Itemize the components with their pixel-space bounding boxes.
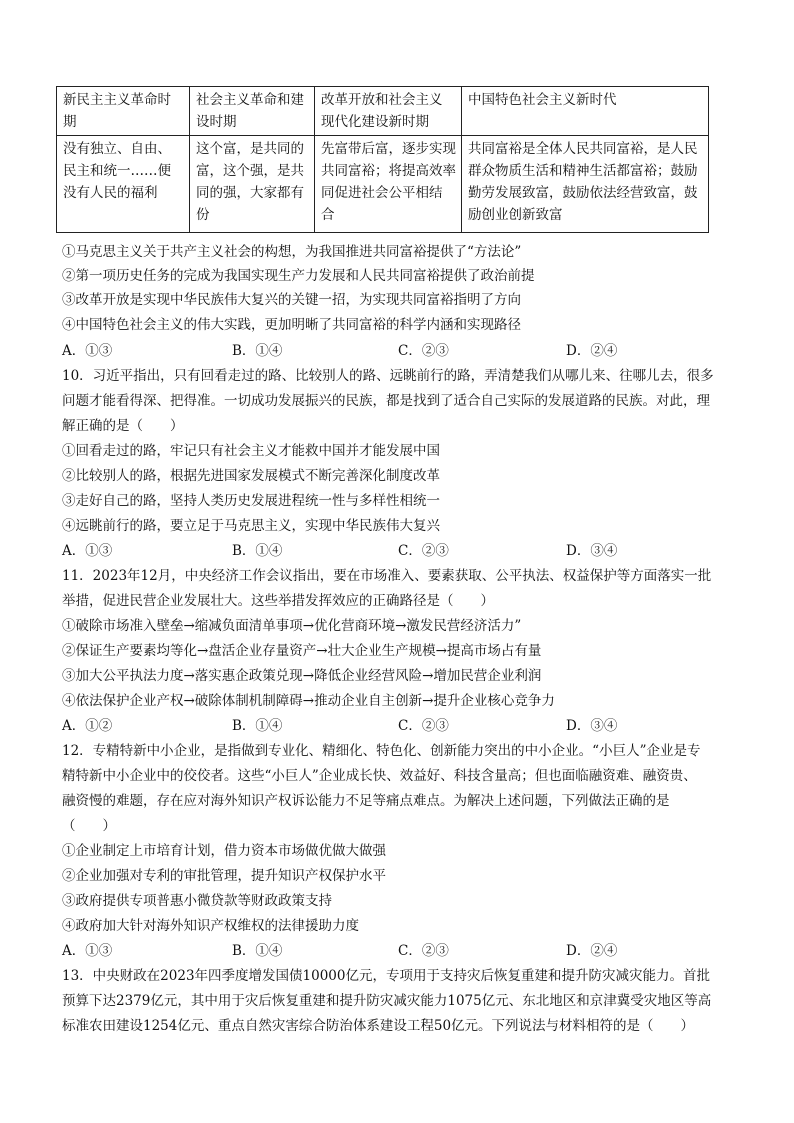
- option-b[interactable]: B．①④: [232, 718, 283, 734]
- cell-line: 励创业创新致富: [468, 207, 563, 223]
- q13-stem-line: 13．中央财政在2023年四季度增发国债10000亿元，专项用于支持灾后恢复重建和提升防灾减灾能力。首批: [62, 968, 710, 984]
- q10-item: ③走好自己的路，坚持人类历史发展进程统一性与多样性相统一: [62, 493, 440, 509]
- era-table: [56, 86, 709, 233]
- cell-line: 份: [196, 207, 210, 223]
- q9-item: ②第一项历史任务的完成为我国实现生产力发展和人民共同富裕提供了政治前提: [62, 268, 535, 284]
- q12-stem-line: （ ）: [62, 818, 116, 834]
- q11-stem-line: 举措，促进民营企业发展壮大。这些举措发挥效应的正确路径是（ ）: [62, 593, 494, 609]
- q10-item: ④远眺前行的路，要立足于马克思主义，实现中华民族伟大复兴: [62, 518, 440, 534]
- option-d[interactable]: D．②④: [566, 943, 618, 959]
- option-b[interactable]: B．①④: [232, 943, 283, 959]
- cell-line: 勤劳发展致富，鼓励依法经营致富，鼓: [468, 185, 698, 201]
- cell-line: 富，这个强，是共: [196, 163, 304, 179]
- q9-options: [62, 341, 702, 361]
- option-a[interactable]: A．①③: [62, 543, 113, 559]
- q9-item: ③改革开放是实现中华民族伟大复兴的关键一招，为实现共同富裕指明了方向: [62, 292, 521, 308]
- cell-line: 合: [321, 207, 335, 223]
- q12-stem-line: 精特新中小企业中的佼佼者。这些“小巨人”企业成长快、效益好、科技含量高；但也面临融资难、融资贵、: [62, 768, 697, 784]
- q13-stem-line: 预算下达2379亿元，其中用于灾后恢复重建和提升防灾减灾能力1075亿元、东北地区和京津冀受灾地区等高: [62, 993, 712, 1009]
- cell-line: 现代化建设新时期: [321, 114, 429, 130]
- q10-stem-line: 解正确的是（ ）: [62, 418, 184, 434]
- table-header-row: [57, 87, 709, 136]
- cell-line: 共同富裕；将提高效率: [321, 163, 456, 179]
- option-a[interactable]: A．①③: [62, 943, 113, 959]
- table-cell: [57, 136, 190, 233]
- q12-item: ①企业制定上市培育计划，借力资本市场做优做大做强: [62, 843, 386, 859]
- cell-line: 民主和统一……便: [63, 163, 171, 179]
- cell-line: 同的强，大家都有: [196, 185, 304, 201]
- cell-line: 新民主主义革命时: [63, 92, 171, 108]
- q12-item: ③政府提供专项普惠小微贷款等财政政策支持: [62, 893, 332, 909]
- option-b[interactable]: B．①④: [232, 543, 283, 559]
- table-cell: [315, 136, 462, 233]
- q12-stem-line: 融资慢的难题，存在应对海外知识产权诉讼能力不足等痛点难点。为解决上述问题，下列做法正确的是: [62, 793, 670, 809]
- q11-options: [62, 716, 702, 736]
- cell-line: 中国特色社会主义新时代: [468, 92, 617, 108]
- cell-line: 没有人民的福利: [63, 185, 158, 201]
- table-row: [57, 136, 709, 233]
- option-c[interactable]: C．②③: [398, 718, 449, 734]
- option-b[interactable]: B．①④: [232, 343, 283, 359]
- option-d[interactable]: D．③④: [566, 718, 618, 734]
- q10-item: ①回看走过的路，牢记只有社会主义才能救中国并才能发展中国: [62, 443, 440, 459]
- q9-item: ①马克思主义关于共产主义社会的构想，为我国推进共同富裕提供了“方法论”: [62, 244, 522, 260]
- q10-stem-line: 问题才能看得深、把得准。一切成功发展振兴的民族，都是找到了适合自己实际的发展道路的民族。对此，理: [62, 393, 710, 409]
- cell-line: 共同富裕是全体人民共同富裕，是人民: [468, 141, 698, 157]
- option-d[interactable]: D．③④: [566, 543, 618, 559]
- table-cell: [190, 136, 315, 233]
- table-header-cell: [190, 87, 315, 136]
- q12-stem-line: 12．专精特新中小企业，是指做到专业化、精细化、特色化、创新能力突出的中小企业。“小巨人”企业是专: [62, 743, 701, 759]
- cell-line: 没有独立、自由、: [63, 141, 171, 157]
- cell-line: 改革开放和社会主义: [321, 92, 443, 108]
- q11-item: ②保证生产要素均等化→盘活企业存量资产→壮大企业生产规模→提高市场占有量: [62, 643, 542, 659]
- cell-line: 同促进社会公平相结: [321, 185, 443, 201]
- cell-line: 群众物质生活和精神生活都富裕；鼓励: [468, 163, 698, 179]
- table-header-cell: [462, 87, 709, 136]
- q10-item: ②比较别人的路，根据先进国家发展模式不断完善深化制度改革: [62, 468, 440, 484]
- option-a[interactable]: A．①②: [62, 718, 113, 734]
- cell-line: 设时期: [196, 114, 237, 130]
- q11-stem-line: 11．2023年12月，中央经济工作会议指出，要在市场准入、要素获取、公平执法、权益保护等方面落实一批: [62, 568, 712, 584]
- q9-item: ④中国特色社会主义的伟大实践，更加明晰了共同富裕的科学内涵和实现路径: [62, 317, 521, 333]
- q12-options: [62, 941, 702, 961]
- q10-stem-line: 10．习近平指出，只有回看走过的路、比较别人的路、远眺前行的路，弄清楚我们从哪儿来、往哪儿去，很多: [62, 368, 714, 384]
- option-c[interactable]: C．②③: [398, 343, 449, 359]
- q13-stem-line: 标准农田建设1254亿元、重点自然灾害综合防治体系建设工程50亿元。下列说法与材料相符的是（ ）: [62, 1018, 695, 1034]
- q11-item: ③加大公平执法力度→落实惠企政策兑现→降低企业经营风险→增加民营企业利润: [62, 668, 542, 684]
- table-cell: [462, 136, 709, 233]
- option-a[interactable]: A．①③: [62, 343, 113, 359]
- option-d[interactable]: D．②④: [566, 343, 618, 359]
- cell-line: 期: [63, 114, 77, 130]
- q11-item: ④依法保护企业产权→破除体制机制障碍→推动企业自主创新→提升企业核心竞争力: [62, 693, 555, 709]
- q10-options: [62, 541, 702, 561]
- cell-line: 社会主义革命和建: [196, 92, 304, 108]
- option-c[interactable]: C．②③: [398, 543, 449, 559]
- q11-item: ①破除市场准入壁垒→缩减负面清单事项→优化营商环境→激发民营经济活力”: [62, 618, 522, 634]
- table-header-cell: [57, 87, 190, 136]
- cell-line: 这个富，是共同的: [196, 141, 304, 157]
- q12-item: ④政府加大针对海外知识产权维权的法律援助力度: [62, 918, 359, 934]
- table-header-cell: [315, 87, 462, 136]
- q12-item: ②企业加强对专利的审批管理，提升知识产权保护水平: [62, 868, 386, 884]
- cell-line: 先富带后富，逐步实现: [321, 141, 456, 157]
- option-c[interactable]: C．②③: [398, 943, 449, 959]
